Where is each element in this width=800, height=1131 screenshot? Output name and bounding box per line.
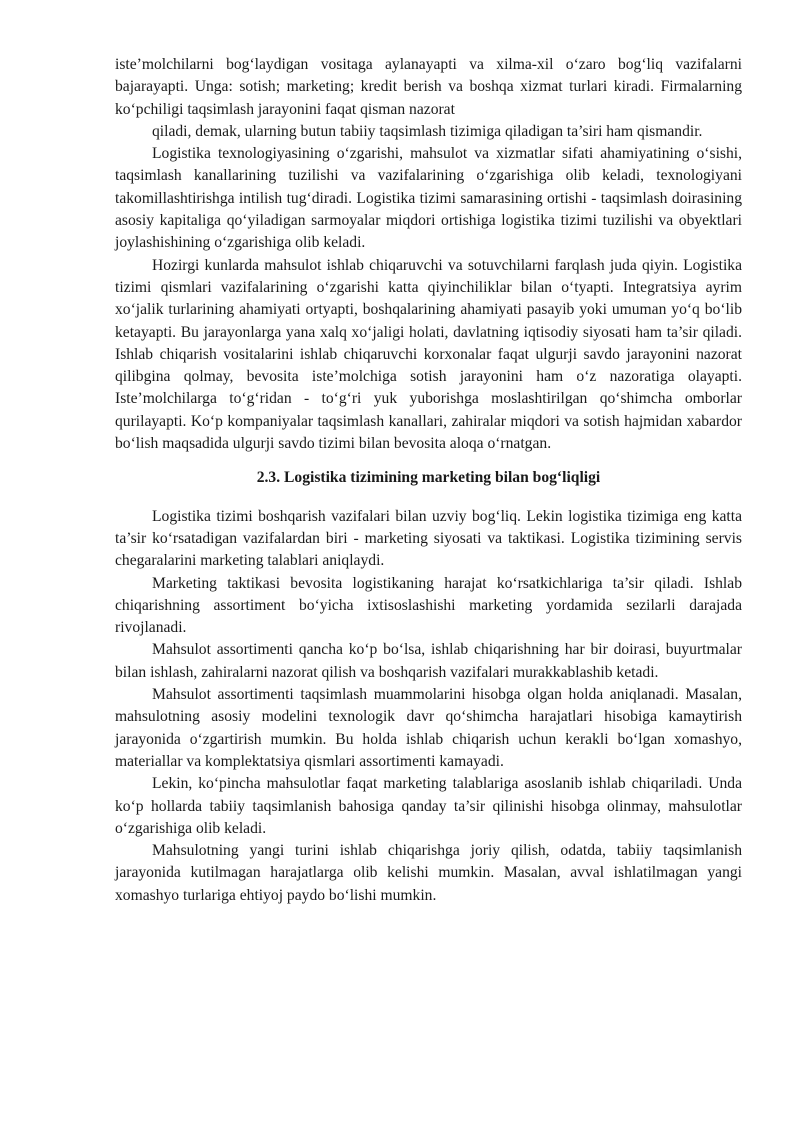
section-heading: 2.3. Logistika tizimining marketing bilan bog‘liqligi [256, 469, 601, 487]
paragraph: Mahsulotning yangi turini ishlab chiqarishga joriy qilish, odatda, tabiiy taqsimlanish jarayonida kutilmagan harajatlarga olib kelishi mumkin. Masalan, avval ishlatilmagan yangi xomashyo turlariga ehtiyoj paydo bo‘lishi mumkin. [115, 842, 742, 904]
paragraph: Hozirgi kunlarda mahsulot ishlab chiqaruvchi va sotuvchilarni farqlash juda qiyin. Logistika tizimi qismlari vazifalarining o‘zgarishi katta qiyinchiliklar bilan o‘tyapti. Integratsiya ayrim xo‘jalik turlarining ahamiyati ortyapti, boshqalarining ahamiyati pasayib yoki umuman yo‘q bo‘lib ketayapti. Bu jarayonlarga yana xalq xo‘jaligi holati, davlatning iqtisodiy siyosati ham ta’sir qiladi. Ishlab chiqarish vositalarini ishlab chiqaruvchi korxonalar faqat ulgurji savdo jarayonini nazorat qilibgina qolmay, bevosita iste’molchiga sotish jarayonini ham o‘z nazoratiga olayapti. Iste’molchilarga to‘g‘ridan - to‘g‘ri yuk yuborishga moslashtirilgan qo‘shimcha omborlar qurilayapti. Ko‘p kompaniyalar taqsimlash kanallari, zahiralar miqdori va sotish hajmidan xabardor bo‘lish maqsadida ulgurji savdo tizimi bilan bevosita aloqa o‘rnatgan. [115, 256, 742, 453]
paragraph: Mahsulot assortimenti qancha ko‘p bo‘lsa, ishlab chiqarishning har bir doirasi, buyurtmalar bilan ishlash, zahiralarni nazorat qilish va boshqarish vazifalari murakkablashib ketadi. [115, 641, 742, 681]
paragraph: Marketing taktikasi bevosita logistikaning harajat ko‘rsatkichlariga ta’sir qiladi. Ishlab chiqarishning assortiment bo‘yicha ixtisoslashishi marketing yordamida sezilarli darajada rivojlanadi. [115, 574, 742, 637]
body-text-before [115, 54, 742, 455]
paragraph: qiladi, demak, ularning butun tabiiy taqsimlash tizimiga qiladigan ta’siri ham qismandir. [152, 122, 703, 140]
body-text-after [115, 506, 742, 907]
section-heading-block [115, 455, 742, 505]
paragraph: iste’molchilarni bog‘laydigan vositaga aylanayapti va xilma-xil o‘zaro bog‘liq vazifalarni bajarayapti. Unga: sotish; marketing; kredit berish va boshqa xizmat turlari kiradi. Firmalarning ko‘pchiligi taqsimlash jarayonini faqat qisman nazorat [115, 56, 742, 118]
document-page [115, 54, 742, 907]
paragraph: Mahsulot assortimenti taqsimlash muammolarini hisobga olgan holda aniqlanadi. Masalan, mahsulotning asosiy modelini texnologik davr qo‘shimcha harajatlari hisobiga kamaytirish jarayonida o‘zgartirish mumkin. Bu holda ishlab chiqarish uchun kerakli bo‘lgan xomashyo, materiallar va komplektatsiya qismlari assortimenti kamayadi. [115, 686, 742, 770]
paragraph: Logistika texnologiyasining o‘zgarishi, mahsulot va xizmatlar sifati ahamiyatining o‘sishi, taqsimlash kanallarining tuzilishi va vazifalarining o‘zgarishiga olib keladi, texnologiyani takomillashtirishga intilish tug‘diradi. Logistika tizimi samarasining ortishi - taqsimlash doirasining asosiy kapitaliga qo‘yiladigan sarmoyalar miqdori ortishiga logistika tizimi tuzilishi va obyektlari joylashishining o‘zgarishiga olib keladi. [115, 145, 742, 252]
paragraph: Logistika tizimi boshqarish vazifalari bilan uzviy bog‘liq. Lekin logistika tizimiga eng katta ta’sir ko‘rsatadigan vazifalardan biri - marketing siyosati va taktikasi. Logistika tizimining servis chegaralarini marketing talablari aniqlaydi. [115, 507, 742, 570]
paragraph: Lekin, ko‘pincha mahsulotlar faqat marketing talablariga asoslanib ishlab chiqariladi. Unda ko‘p hollarda tabiiy taqsimlanish bahosiga qanday ta’sir qilinishi hisobga olinmay, mahsulotlar o‘zgarishiga olib keladi. [115, 775, 742, 837]
